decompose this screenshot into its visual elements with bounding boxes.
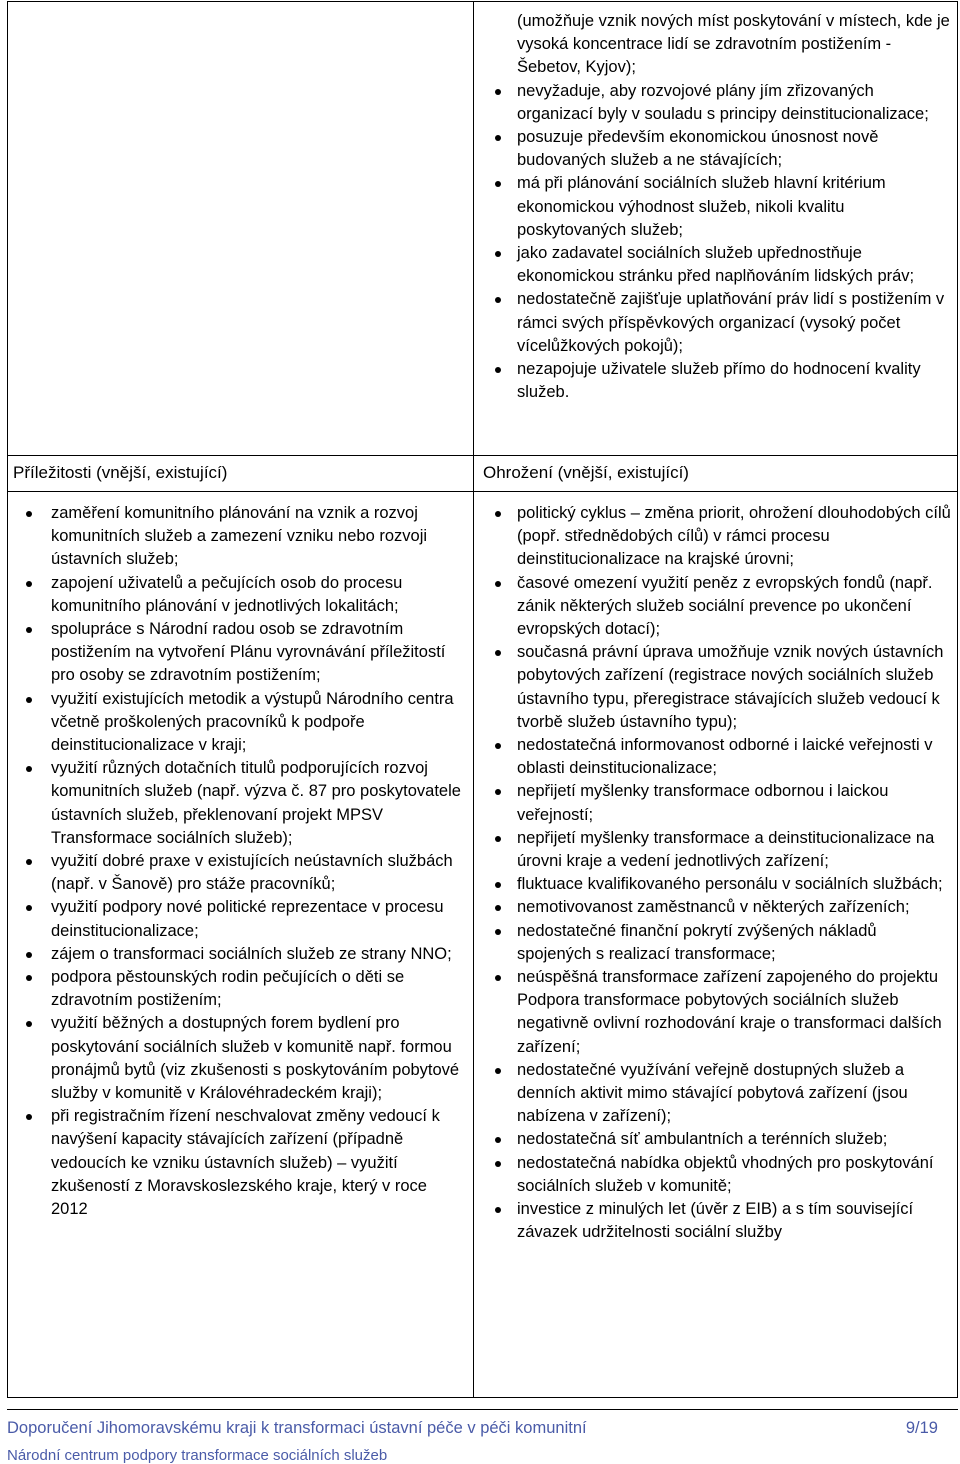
bullet-icon <box>26 697 32 703</box>
list-item-text: při registračním řízení neschvalovat změny vedoucí k navýšení kapacity stávajících zařízení (případně vedoucích ke vzniku ústavních služeb) – využití zkušeností z Moravskoslezského kraje, který v roce 2012 <box>51 1107 440 1219</box>
list-item-text: fluktuace kvalifikovaného personálu v sociálních službách; <box>517 875 943 894</box>
list-item <box>474 780 959 826</box>
list-item-text: politický cyklus – změna priorit, ohrožení dlouhodobých cílů (popř. střednědobých cílů) v rámci procesu deinstitucionalizace na krajské úrovni; <box>517 504 951 569</box>
list-item-text: spolupráce s Národní radou osob se zdravotním postižením na vytvoření Plánu vyrovnávání příležitostí pro osoby se zdravotním postižením; <box>51 620 446 685</box>
list-item <box>8 966 473 1012</box>
list-item-text: nepřijetí myšlenky transformace odbornou i laickou veřejností; <box>517 782 889 824</box>
bullet-icon <box>26 766 32 772</box>
list-item-text: zapojení uživatelů a pečujících osob do procesu komunitního plánování v jednotlivých lokalitách; <box>51 573 403 615</box>
footer-organization: Národní centrum podpory transformace sociálních služeb <box>7 1447 388 1464</box>
bullet-icon <box>495 367 501 373</box>
list-item-text: posuzuje především ekonomickou únosnost nově budovaných služeb a ne stávajících; <box>517 128 879 170</box>
list-item-text: zájem o transformaci sociálních služeb ze strany NNO; <box>51 944 452 963</box>
bullet-icon <box>495 89 501 95</box>
bullet-icon <box>495 743 501 749</box>
bullet-icon <box>495 975 501 981</box>
list-item-text: nezapojuje uživatele služeb přímo do hodnocení kvality služeb. <box>517 360 921 402</box>
weaknesses-lead-text: (umožňuje vznik nových míst poskytování v místech, kde je vysoká koncentrace lidí se zdravotním postižením - Šebetov, Kyjov); <box>517 12 950 77</box>
swot-table <box>7 1 958 1398</box>
list-item-text: časové omezení využití peněz z evropských fondů (např. zánik některých služeb sociální prevence po ukončení evropských dotací); <box>517 573 933 639</box>
list-item <box>8 1105 473 1221</box>
bullet-icon <box>495 1161 501 1167</box>
list-item-text: využití různých dotačních titulů podporujících rozvoj komunitních služeb (např. výzva č. 87 pro poskytovatele ústavních služeb, překlenovaní projekt MPSV Transformace sociálních služeb); <box>51 759 461 847</box>
bullet-icon <box>495 929 501 935</box>
bullet-icon <box>495 251 501 257</box>
list-item-text: nedostatečná informovanost odborné i laické veřejnosti v oblasti deinstitucionalizace; <box>517 736 933 778</box>
list-item <box>474 1198 959 1244</box>
list-item <box>474 734 959 780</box>
list-item <box>8 572 473 618</box>
list-item <box>8 618 473 688</box>
bullet-icon <box>26 952 32 958</box>
list-item-text: investice z minulých let (úvěr z EIB) a s tím související závazek udržitelnosti sociální služby <box>517 1200 914 1242</box>
list-item <box>8 943 473 966</box>
threats-list <box>474 502 959 1245</box>
list-item <box>8 896 473 942</box>
list-item-text: nedostatečné finanční pokrytí zvýšených nákladů spojených s realizací transformace; <box>517 921 877 963</box>
list-item <box>474 1059 959 1129</box>
list-item-text: současná právní úprava umožňuje vznik nových ústavních pobytových zařízení (registrace nových sociálních služeb ústavního typu, přeregistrace stávajících služeb vedoucí k tvorbě služeb ústavního typu); <box>517 643 944 731</box>
list-item-text: nepřijetí myšlenky transformace a deinstitucionalizace na úrovni kraje a vedení jednotlivých zařízení; <box>517 828 935 871</box>
threats-cell <box>474 492 959 1398</box>
bullet-icon <box>26 581 32 587</box>
list-item-text: má při plánování sociálních služeb hlavní kritérium ekonomickou výhodnost služeb, nikoli kvalitu poskytovaných služeb; <box>517 174 886 239</box>
bullet-icon <box>26 905 32 911</box>
page-footer <box>7 1409 958 1464</box>
bullet-icon <box>495 581 501 587</box>
bullet-icon <box>26 859 32 865</box>
list-item-text: využití běžných a dostupných forem bydlení pro poskytování sociálních služeb v komunitě např. formou pronájmů bytů (viz zkušenosti s poskytováním pobytové služby v komunitě v Královéhradeckém kraji); <box>51 1014 460 1103</box>
bullet-icon <box>495 135 501 141</box>
list-item-text: využití existujících metodik a výstupů Národního centra včetně proškolených pracovníků k podpoře deinstitucionalizace v kraji; <box>51 689 454 755</box>
bullet-icon <box>495 650 501 656</box>
bullet-icon <box>495 1068 501 1074</box>
list-item <box>8 688 473 758</box>
bullet-icon <box>495 882 501 888</box>
list-item-text: zaměření komunitního plánování na vznik a rozvoj komunitních služeb a zamezení vzniku nebo rozvoji ústavních služeb; <box>51 504 428 569</box>
opportunities-heading: Příležitosti (vnější, existující) <box>13 463 228 482</box>
list-item <box>474 242 959 288</box>
list-item <box>474 827 959 873</box>
bullet-icon <box>495 789 501 795</box>
list-item <box>474 1152 959 1198</box>
list-item <box>8 502 473 572</box>
list-item-text: využití podpory nové politické reprezentace v procesu deinstitucionalizace; <box>51 898 444 940</box>
list-item-text: nedostatečné využívání veřejně dostupných služeb a denních aktivit mimo stávající pobytová zařízení (jsou nabízena v zařízení); <box>517 1060 908 1126</box>
opportunities-cell <box>8 492 473 1398</box>
list-item-text: využití dobré praxe v existujících neústavních službách (např. v Šanově) pro stáže pracovníků; <box>51 852 453 894</box>
list-item <box>474 873 959 896</box>
list-item <box>474 80 959 126</box>
bullet-icon <box>26 627 32 633</box>
footer-title-row <box>7 1410 958 1441</box>
list-item <box>474 641 959 734</box>
bullet-icon <box>495 511 501 517</box>
list-item <box>474 572 959 642</box>
weaknesses-list <box>474 80 959 405</box>
bullet-icon <box>495 297 501 303</box>
list-item <box>8 757 473 850</box>
list-item-text: podpora pěstounských rodin pečujících o děti se zdravotním postižením; <box>51 968 405 1010</box>
list-item <box>474 288 959 358</box>
list-item <box>474 358 959 404</box>
footer-document-title: Doporučení Jihomoravskému kraji k transformaci ústavní péče v péči komunitní <box>7 1419 587 1437</box>
bullet-icon <box>26 1114 32 1120</box>
bullet-icon <box>495 836 501 842</box>
page-number: 9/19 <box>905 1419 938 1437</box>
list-item-text: nedostatečně zajišťuje uplatňování práv lidí s postižením v rámci svých příspěvkových organizací (vysoký počet vícelůžkových pokojů); <box>517 290 945 355</box>
list-item <box>8 1012 473 1105</box>
list-item-text: nevyžaduje, aby rozvojové plány jím zřizovaných organizací byly v souladu s principy deinstitucionalizace; <box>517 81 929 123</box>
weaknesses-left-empty-cell <box>8 2 473 455</box>
list-item-text: nedostatečná síť ambulantních a terénních služeb; <box>517 1130 888 1149</box>
list-item <box>474 126 959 172</box>
list-item <box>474 896 959 919</box>
list-item <box>474 920 959 966</box>
list-item <box>474 966 959 1059</box>
bullet-icon <box>495 181 501 187</box>
list-item <box>474 502 959 572</box>
bullet-icon <box>26 511 32 517</box>
bullet-icon <box>495 905 501 911</box>
list-item-text: neúspěšná transformace zařízení zapojeného do projektu Podpora transformace pobytových sociálních služeb negativně ovlivní rozhodování kraje o transformaci dalších zařízení; <box>517 968 942 1056</box>
threats-heading: Ohrožení (vnější, existující) <box>483 463 689 482</box>
list-item <box>474 1128 959 1151</box>
bullet-icon <box>26 975 32 981</box>
opportunities-list <box>8 502 473 1221</box>
list-item-text: jako zadavatel sociálních služeb upřednostňuje ekonomickou stránku před naplňováním lidských práv; <box>517 244 915 286</box>
bullet-icon <box>495 1137 501 1143</box>
list-item <box>8 850 473 896</box>
list-item <box>474 172 959 242</box>
bullet-icon <box>26 1021 32 1027</box>
bullet-icon <box>495 1207 501 1213</box>
list-item-text: nedostatečná nabídka objektů vhodných pro poskytování sociálních služeb v komunitě; <box>517 1153 934 1195</box>
list-item-text: nemotivovanost zaměstnanců v některých zařízeních; <box>517 898 910 917</box>
weaknesses-continued-cell <box>474 2 959 455</box>
